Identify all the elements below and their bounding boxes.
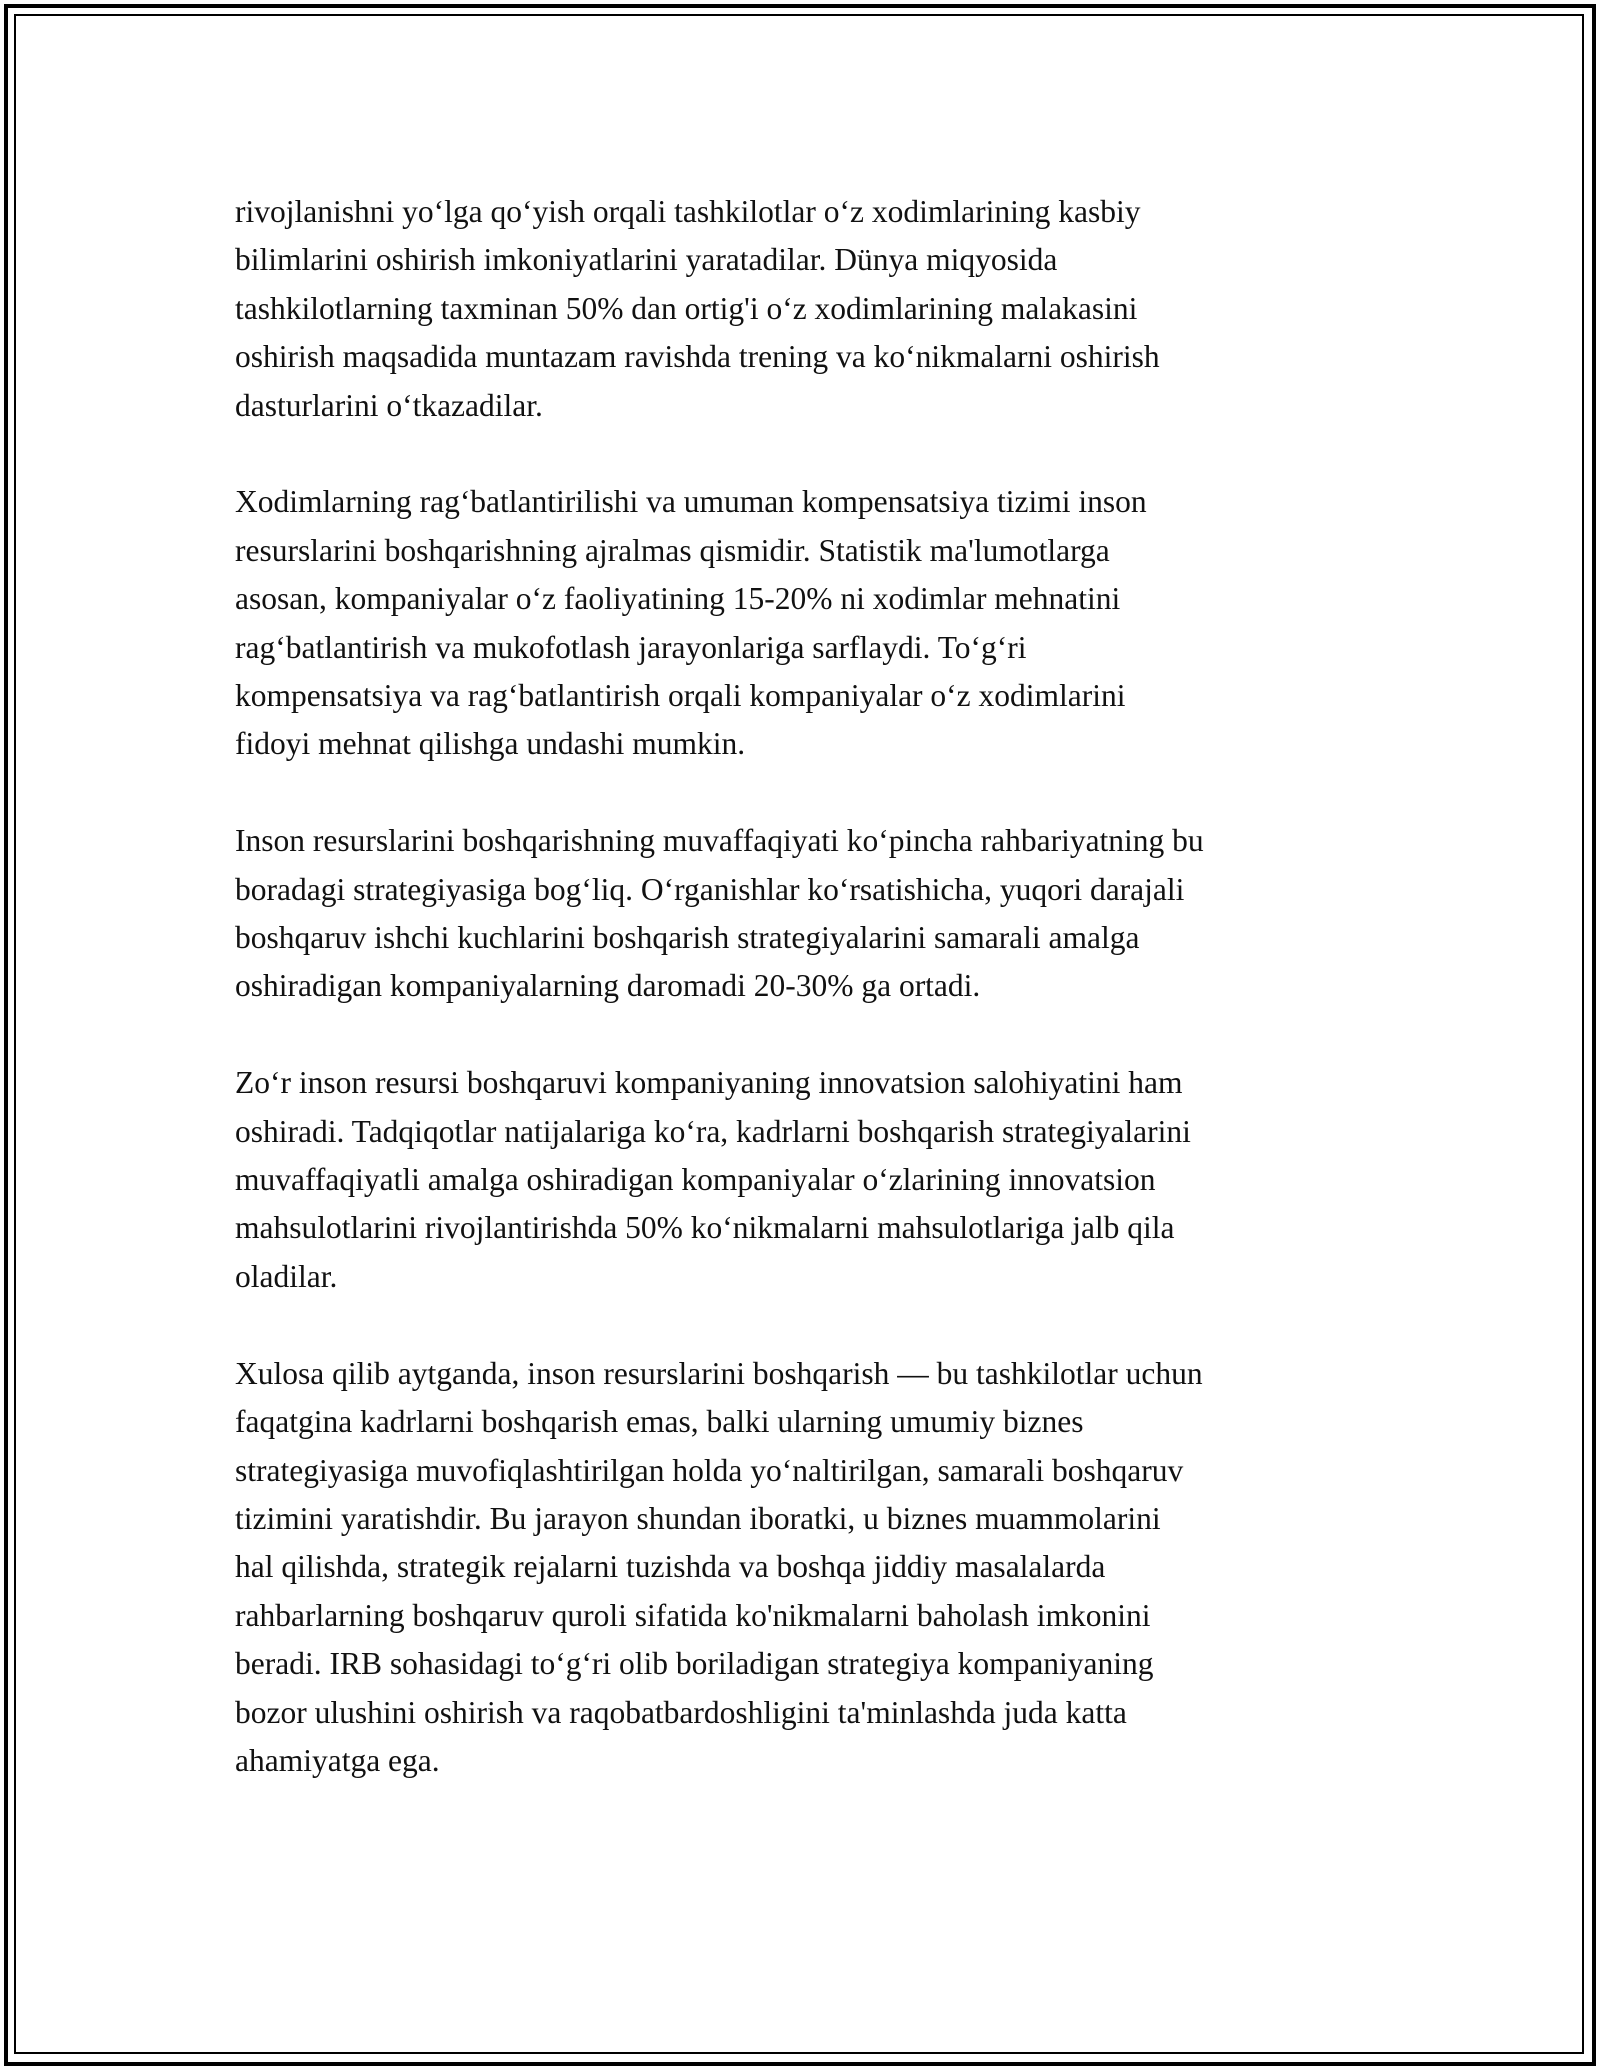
- paragraph-4: [235, 1059, 1375, 1301]
- text-line: asosan, kompaniyalar o‘z faoliyatining 15-20% ni xodimlar mehnatini: [235, 581, 1121, 617]
- text-line: oshirish maqsadida muntazam ravishda trening va ko‘nikmalarni oshirish: [235, 339, 1160, 375]
- text-line: resurslarini boshqarishning ajralmas qismidir. Statistik ma'lumotlarga: [235, 532, 1110, 568]
- text-line: bozor ulushini oshirish va raqobatbardoshligini ta'minlashda juda katta: [235, 1694, 1127, 1730]
- text-line: faqatgina kadrlarni boshqarish emas, balki ularning umumiy biznes: [235, 1404, 1084, 1440]
- paragraph-5: [235, 1350, 1375, 1786]
- text-line: mahsulotlarini rivojlantirishda 50% ko‘nikmalarni mahsulotlariga jalb qila: [235, 1210, 1175, 1246]
- text-line: boshqaruv ishchi kuchlarini boshqarish strategiyalarini samarali amalga: [235, 920, 1140, 956]
- text-line: rivojlanishni yo‘lga qo‘yish orqali tashkilotlar o‘z xodimlarining kasbiy: [235, 194, 1141, 229]
- paragraph-3: [235, 817, 1375, 1011]
- text-line: dasturlarini o‘tkazadilar.: [235, 387, 543, 423]
- text-line: oshiradigan kompaniyalarning daromadi 20-30% ga ortadi.: [235, 968, 981, 1004]
- text-line: rag‘batlantirish va mukofotlash jarayonlariga sarflaydi. To‘g‘ri: [235, 629, 1027, 665]
- text-line: muvaffaqiyatli amalga oshiradigan kompaniyalar o‘zlarining innovatsion: [235, 1162, 1156, 1198]
- text-line: ahamiyatga ega.: [235, 1742, 440, 1778]
- text-line: Xulosa qilib aytganda, inson resurslarini boshqarish — bu tashkilotlar uchun: [235, 1355, 1203, 1391]
- text-line: oshiradi. Tadqiqotlar natijalariga ko‘ra, kadrlarni boshqarish strategiyalarini: [235, 1113, 1191, 1149]
- text-line: Inson resurslarini boshqarishning muvaffaqiyati ko‘pincha rahbariyatning bu: [235, 823, 1204, 859]
- text-line: boradagi strategiyasiga bog‘liq. O‘rganishlar ko‘rsatishicha, yuqori darajali: [235, 871, 1185, 907]
- text-line: tizimini yaratishdir. Bu jarayon shundan iboratki, u biznes muammolarini: [235, 1500, 1161, 1536]
- text-line: beradi. IRB sohasidagi to‘g‘ri olib boriladigan strategiya kompaniyaning: [235, 1646, 1154, 1682]
- text-line: oladilar.: [235, 1258, 338, 1294]
- text-line: tashkilotlarning taxminan 50% dan ortig'i o‘z xodimlarining malakasini: [235, 290, 1138, 326]
- text-line: fidoyi mehnat qilishga undashi mumkin.: [235, 726, 746, 762]
- text-line: bilimlarini oshirish imkoniyatlarini yaratadilar. Dünya miqyosida: [235, 242, 1058, 278]
- text-line: kompensatsiya va rag‘batlantirish orqali kompaniyalar o‘z xodimlarini: [235, 678, 1126, 714]
- text-line: Zo‘r inson resursi boshqaruvi kompaniyaning innovatsion salohiyatini ham: [235, 1065, 1183, 1101]
- text-line: Xodimlarning rag‘batlantirilishi va umuman kompensatsiya tizimi inson: [235, 484, 1147, 520]
- text-line: rahbarlarning boshqaruv quroli sifatida ko'nikmalarni baholash imkonini: [235, 1597, 1151, 1633]
- document-body: [235, 188, 1375, 1834]
- paragraph-2: [235, 478, 1375, 768]
- text-line: strategiyasiga muvofiqlashtirilgan holda yo‘naltirilgan, samarali boshqaruv: [235, 1452, 1184, 1488]
- text-line: hal qilishda, strategik rejalarni tuzishda va boshqa jiddiy masalalarda: [235, 1549, 1106, 1585]
- paragraph-1: [235, 188, 1375, 430]
